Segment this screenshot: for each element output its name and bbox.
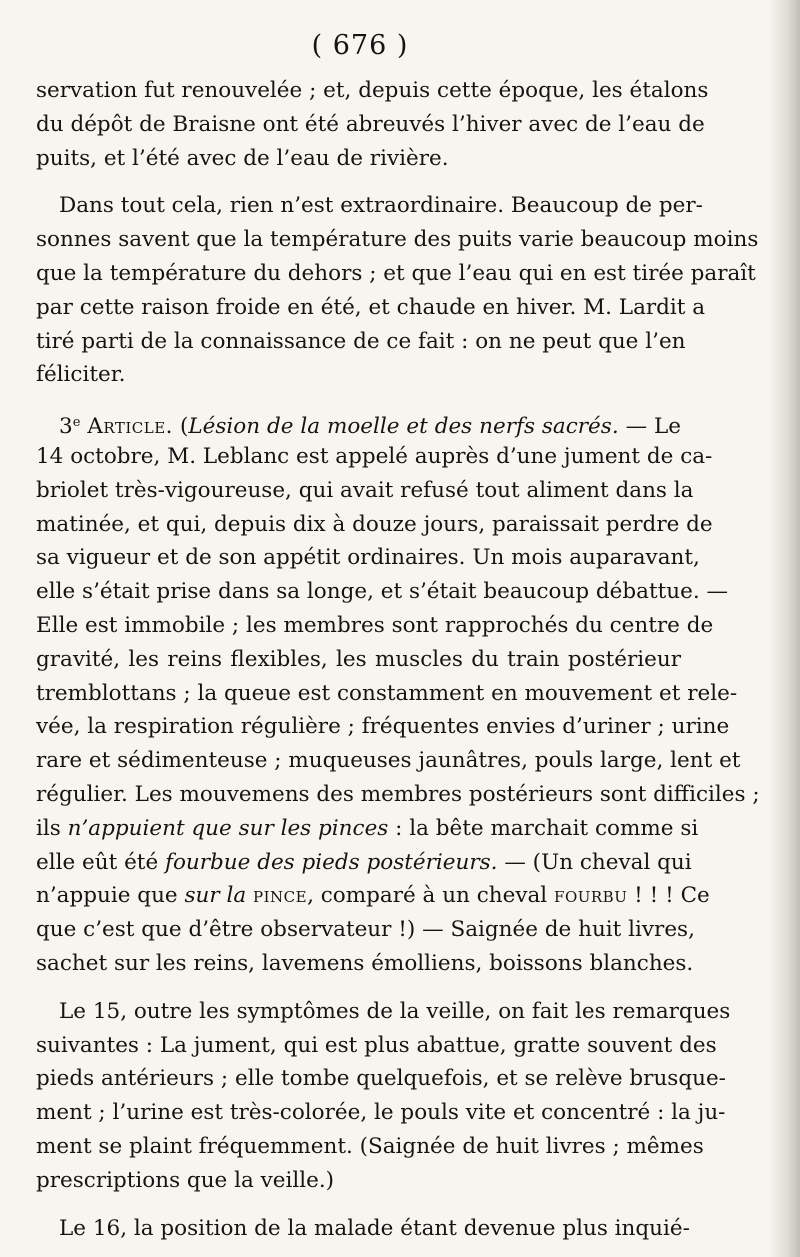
- text-line: [36, 609, 714, 643]
- text-run: prescriptions que la veille.): [36, 1167, 335, 1193]
- text-line: [36, 142, 681, 176]
- paragraph-gap: [36, 175, 681, 189]
- paragraph: [36, 995, 731, 1198]
- text-line: [36, 846, 692, 880]
- text-line: [36, 913, 695, 947]
- text-line: [36, 1212, 690, 1246]
- text-run: ment ; l’urine est très-colorée, le pouls vite et concentré : la ju-: [36, 1100, 726, 1126]
- text-run: tiré parti de la connaissance de ce fait : on ne peut que l’en: [36, 328, 686, 354]
- text-run: briolet très-vigoureuse, qui avait refusé tout aliment dans la: [36, 477, 694, 503]
- text-line: [36, 1164, 681, 1198]
- text-line: [36, 677, 738, 711]
- text-line: [36, 710, 730, 744]
- text-run: Elle est immobile ; les membres sont rapprochés du centre de: [36, 612, 714, 638]
- text-line: [36, 541, 700, 575]
- text-line: [36, 643, 681, 677]
- text-line: [36, 778, 760, 812]
- text-run: pieds antérieurs ; elle tombe quelquefois, et se relève brusque-: [36, 1066, 726, 1092]
- paragraph-gap: [36, 392, 681, 406]
- text-line: [36, 223, 759, 257]
- text-line: [36, 257, 756, 291]
- text-line: [36, 1029, 717, 1063]
- text-run: que la température du dehors ; et que l’eau qui en est tirée paraît: [36, 260, 756, 286]
- text-run: régulier. Les mouvemens des membres postérieurs sont difficiles ;: [36, 781, 760, 807]
- paragraph: [36, 406, 760, 981]
- text-run: — Le: [618, 414, 681, 440]
- text-run: sonnes savent que la température des puits varie beaucoup moins: [36, 227, 759, 253]
- paragraph-gap: [36, 1198, 681, 1212]
- text-run: servation fut renouvelée ; et, depuis cette époque, les étalons: [36, 78, 709, 103]
- text-run: matinée, et qui, depuis dix à douze jours, paraissait perdre de: [36, 511, 713, 537]
- page-number: ( 676 ): [311, 30, 409, 61]
- text-run: féliciter.: [36, 362, 126, 388]
- body-text: [36, 74, 760, 1245]
- text-run: par cette raison froide en été, et chaude en hiver. M. Lardit a: [36, 294, 706, 320]
- text-run: vée, la respiration régulière ; fréquentes envies d’uriner ; urine: [36, 714, 730, 740]
- paragraph: [36, 189, 759, 392]
- paragraph: [36, 74, 709, 175]
- text-line: [36, 74, 709, 108]
- italic-text: fourbue des pieds postérieurs.: [165, 849, 498, 875]
- text-line: [36, 575, 729, 609]
- paragraph-gap: [36, 981, 681, 995]
- text-line: [36, 995, 731, 1029]
- text-run: Le 15, outre les symptômes de la veille, on fait les remarques: [59, 998, 731, 1024]
- text-line: [36, 947, 694, 981]
- italic-text: Lésion de la moelle et des nerfs sacrés.: [188, 414, 619, 440]
- text-run: gravité, les reins flexibles, les muscles du train postérieur: [36, 646, 681, 672]
- text-line: [36, 108, 705, 142]
- text-run: puits, et l’été avec de l’eau de rivière.: [36, 145, 449, 171]
- text-line: [36, 1062, 726, 1096]
- text-line: [36, 1096, 726, 1130]
- text-line: [36, 474, 694, 508]
- text-run: ils: [36, 815, 68, 841]
- text-line: [36, 291, 706, 325]
- text-line: [36, 189, 703, 223]
- text-line: [36, 325, 686, 359]
- text-run: 3: [59, 414, 73, 440]
- text-run: sa vigueur et de son appétit ordinaires. Un mois auparavant,: [36, 545, 700, 571]
- text-line: [36, 879, 710, 913]
- text-run: [246, 883, 253, 908]
- text-run: tremblottans ; la queue est constamment en mouvement et rele-: [36, 680, 738, 706]
- text-run: rare et sédimenteuse ; muqueuses jaunâtres, pouls large, lent et: [36, 748, 741, 774]
- text-run: : la bête marchait comme si: [388, 815, 699, 841]
- superscript: e: [72, 415, 81, 431]
- small-caps-text: fourbu: [554, 883, 628, 909]
- text-run: elle eût été: [36, 849, 165, 875]
- text-run: du dépôt de Braisne ont été abreuvés l’hiver avec de l’eau de: [36, 111, 705, 137]
- text-run: , comparé à un cheval: [307, 883, 555, 909]
- text-run: suivantes : La jument, qui est plus abattue, gratte souvent des: [36, 1032, 717, 1058]
- text-run: Dans tout cela, rien n’est extraordinaire. Beaucoup de per-: [59, 193, 703, 219]
- text-run: Le 16, la position de la malade étant devenue plus inquié-: [59, 1215, 690, 1241]
- italic-text: sur la: [184, 883, 247, 909]
- text-run: (: [173, 414, 189, 440]
- text-run: 14 octobre, M. Leblanc est appelé auprès d’une jument de ca-: [36, 443, 713, 469]
- text-run: sachet sur les reins, lavemens émolliens, boissons blanches.: [36, 950, 694, 976]
- text-line: [36, 508, 713, 542]
- text-line: [36, 744, 741, 778]
- text-run: elle s’était prise dans sa longe, et s’était beaucoup débattue. —: [36, 579, 729, 605]
- small-caps-text: Article.: [87, 414, 174, 440]
- text-run: ! ! ! Ce: [627, 883, 710, 909]
- text-run: que c’est que d’être observateur !) — Saignée de huit livres,: [36, 917, 695, 943]
- text-run: n’appuie que: [36, 883, 185, 909]
- text-line: [36, 1130, 704, 1164]
- page-edge-shadow: [768, 0, 800, 1257]
- text-line: [36, 440, 713, 474]
- text-line: [36, 406, 681, 440]
- italic-text: n’appuient que sur les pinces: [67, 815, 389, 841]
- text-line: [36, 812, 699, 846]
- paragraph: [36, 1212, 690, 1246]
- text-line: [36, 358, 681, 392]
- text-run: — (Un cheval qui: [497, 849, 692, 875]
- text-run: ment se plaint fréquemment. (Saignée de huit livres ; mêmes: [36, 1133, 704, 1159]
- small-caps-text: pince: [253, 883, 308, 909]
